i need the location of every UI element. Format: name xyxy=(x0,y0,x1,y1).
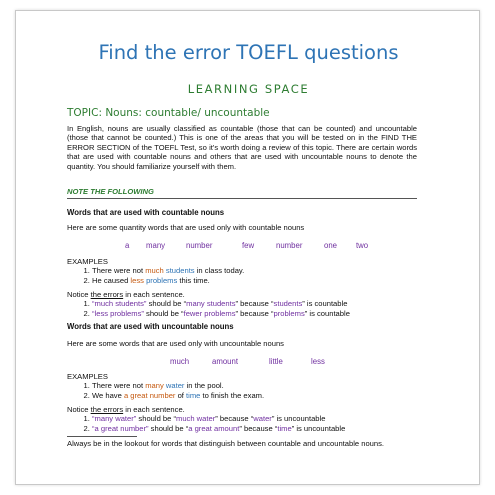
countable-examples xyxy=(67,257,244,285)
examples-label: EXAMPLES xyxy=(67,257,108,266)
list-item: 1. “much students” should be “many students” because “students” is countable xyxy=(92,299,350,308)
uncountable-word: much xyxy=(170,357,190,366)
list-item: 1. There were not many water in the pool. xyxy=(92,381,264,390)
note-heading: NOTE THE FOLLOWING xyxy=(67,187,417,199)
list-item: 2. “a great number” should be “a great amount” because “time” is uncountable xyxy=(92,424,345,433)
countable-lead: Here are some quantity words that are used only with countable nouns xyxy=(67,223,305,232)
page-subtitle: LEARNING SPACE xyxy=(187,82,310,96)
examples-label: EXAMPLES xyxy=(67,372,108,381)
uncountable-example-list xyxy=(67,381,264,400)
countable-word: two xyxy=(356,241,369,250)
countable-notice xyxy=(67,290,350,318)
notice-line: Notice the errors in each sentence. xyxy=(67,405,185,414)
document-page xyxy=(15,10,480,485)
notice-line: Notice the errors in each sentence. xyxy=(67,290,185,299)
list-item: 1. “many water” should be “much water” because “water” is uncountable xyxy=(92,414,345,423)
uncountable-word: amount xyxy=(212,357,239,366)
list-item: 2. “less problems” should be “fewer problems” because “problems” is countable xyxy=(92,309,350,318)
uncountable-notice xyxy=(67,405,345,433)
divider xyxy=(67,436,137,437)
uncountable-examples xyxy=(67,372,264,400)
countable-word: number xyxy=(276,241,303,250)
intro-paragraph: In English, nouns are usually classified as countable (those that can be counted) and uncountable (those that cannot be counted.) This is one of the areas that you will be tested on in the FIND THE ERROR SECTION of the TOEFL Test, so it's worth doing a review of this topic. There are certain words that are used with countable nouns and others that are used with uncountable nouns to denote the quantity. You should familiarize yourself with them. xyxy=(67,124,417,171)
uncountable-word: little xyxy=(269,357,283,366)
countable-word: one xyxy=(324,241,338,250)
list-item: 2. He caused less problems this time. xyxy=(92,276,244,285)
closing-paragraph: Always be in the lookout for words that distinguish between countable and uncountable nouns. xyxy=(67,439,385,448)
uncountable-lead: Here are some words that are used only with uncountable nouns xyxy=(67,339,284,348)
countable-word: a xyxy=(125,241,130,250)
countable-word: few xyxy=(242,241,255,250)
uncountable-word: less xyxy=(311,357,325,366)
countable-word: many xyxy=(146,241,166,250)
uncountable-correction-list xyxy=(67,414,345,433)
countable-example-list xyxy=(67,266,244,285)
uncountable-heading: Words that are used with uncountable nouns xyxy=(67,322,234,331)
topic-heading: TOPIC: Nouns: countable/ uncountable xyxy=(67,107,270,119)
page-title: Find the error TOEFL questions xyxy=(98,41,399,64)
list-item: 1. There were not much students in class today. xyxy=(92,266,244,275)
countable-heading: Words that are used with countable nouns xyxy=(67,208,225,217)
list-item: 2. We have a great number of time to finish the exam. xyxy=(92,391,264,400)
countable-correction-list xyxy=(67,299,350,318)
countable-word: number xyxy=(186,241,213,250)
